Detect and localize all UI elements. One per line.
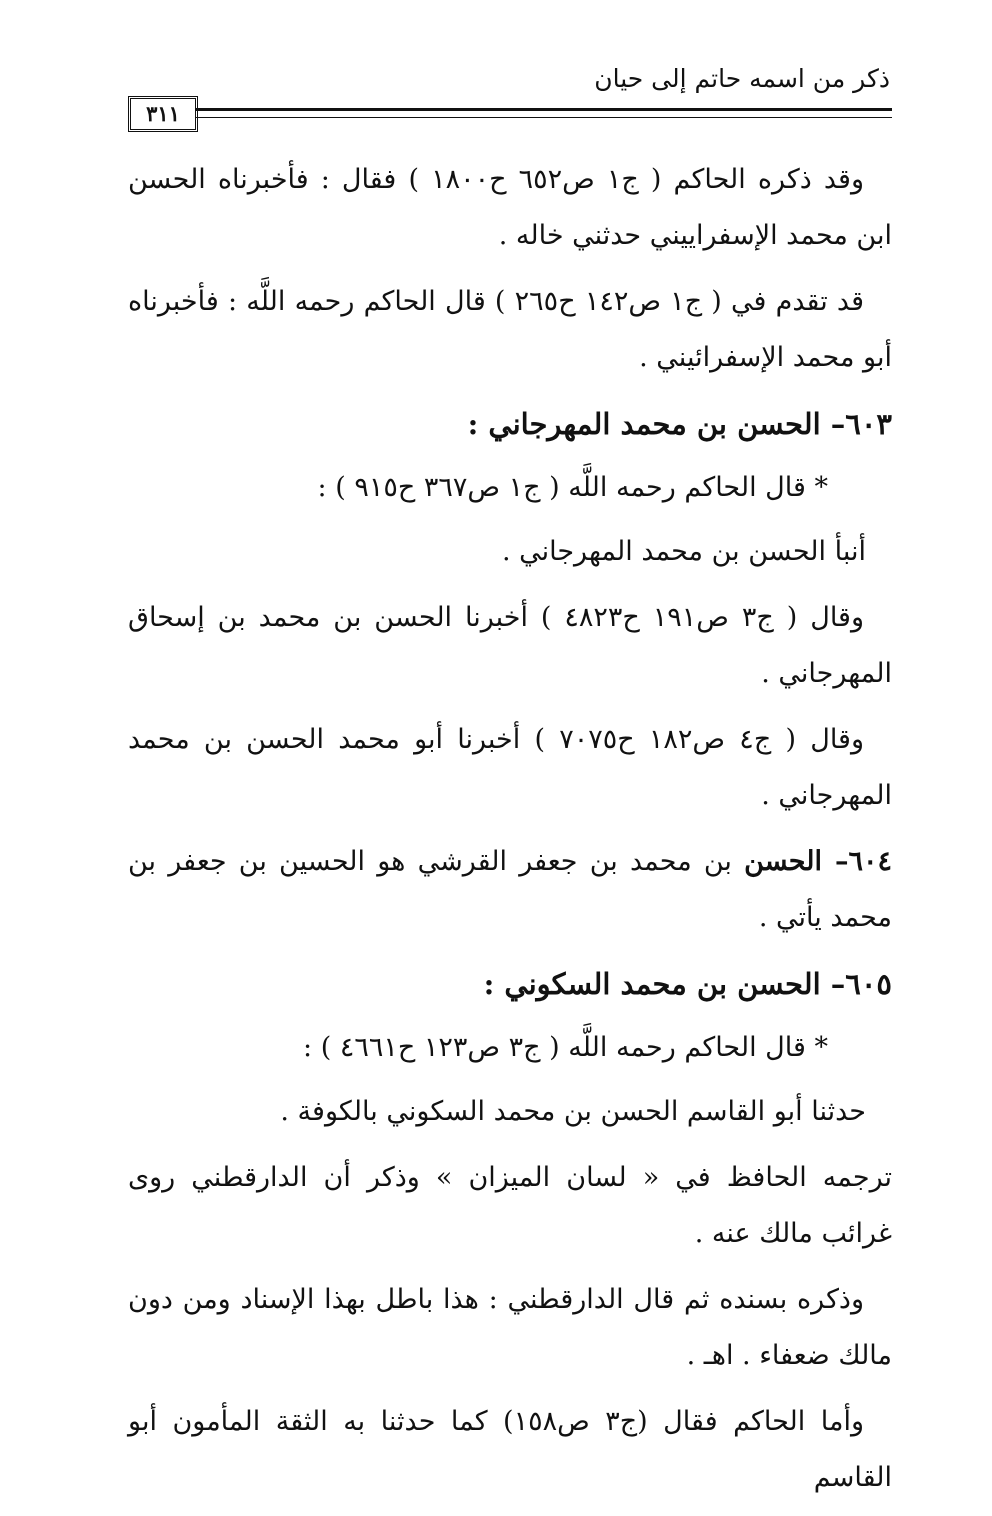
entry-605-paragraph-2: وذكره بسنده ثم قال الدارقطني : هذا باطل بهذا الإسناد ومن دون مالك ضعفاء . اهـ . (128, 1284, 892, 1371)
entry-603-paragraph-1: وقال ( ج٣ ص١٩١ ح٤٨٢٣ ) أخبرنا الحسن بن محمد بن إسحاق المهرجاني . (128, 602, 892, 689)
entry-605-paragraph-1: ترجمه الحافظ في « لسان الميزان » وذكر أن الدارقطني روى غرائب مالك عنه . (128, 1162, 892, 1249)
entry-heading-605: ٦٠٥– الحسن بن محمد السكوني : (483, 967, 892, 1001)
header-rule-thin (196, 117, 892, 118)
paragraph-hakim-reference: وقد ذكره الحاكم ( ج١ ص٦٥٢ ح١٨٠٠ ) فقال : فأخبرناه الحسن ابن محمد الإسفراييني حدثني خاله . (128, 164, 892, 251)
paragraph-earlier-reference: قد تقدم في ( ج١ ص١٤٢ ح٢٦٥ ) قال الحاكم رحمه اللَّه : فأخبرناه أبو محمد الإسفرائيني . (128, 286, 892, 373)
page-number-box: ٣١١ (128, 96, 198, 132)
main-text (128, 152, 892, 1516)
entry-604 (128, 834, 892, 946)
entry-604-lead: ٦٠٤– الحسن (744, 846, 892, 877)
entry-603-hakim-quote: * قال الحاكم رحمه اللَّه ( ج١ ص٣٦٧ ح٩١٥ ) : (317, 472, 828, 503)
entry-603-quote-text: أنبأ الحسن بن محمد المهرجاني . (501, 536, 866, 567)
entry-605-paragraph-3: وأما الحاكم فقال (ج٣ ص١٥٨) كما حدثنا به الثقة المأمون أبو القاسم (128, 1406, 892, 1493)
entry-603-paragraph-2: وقال ( ج٤ ص١٨٢ ح٧٠٧٥ ) أخبرنا أبو محمد الحسن بن محمد المهرجاني . (128, 724, 892, 811)
entry-605-quote-text: حدثنا أبو القاسم الحسن بن محمد السكوني بالكوفة . (280, 1096, 866, 1127)
header-rule (196, 108, 892, 111)
entry-604-text: بن محمد بن جعفر القرشي هو الحسين بن جعفر بن محمد يأتي . (128, 846, 892, 933)
entry-605-hakim-quote: * قال الحاكم رحمه اللَّه ( ج٣ ص١٢٣ ح٤٦٦١ ) : (303, 1032, 828, 1063)
entry-heading-603: ٦٠٣– الحسن بن محمد المهرجاني : (467, 407, 892, 441)
running-header-title: ذكر من اسمه حاتم إلى حيان (594, 64, 890, 93)
